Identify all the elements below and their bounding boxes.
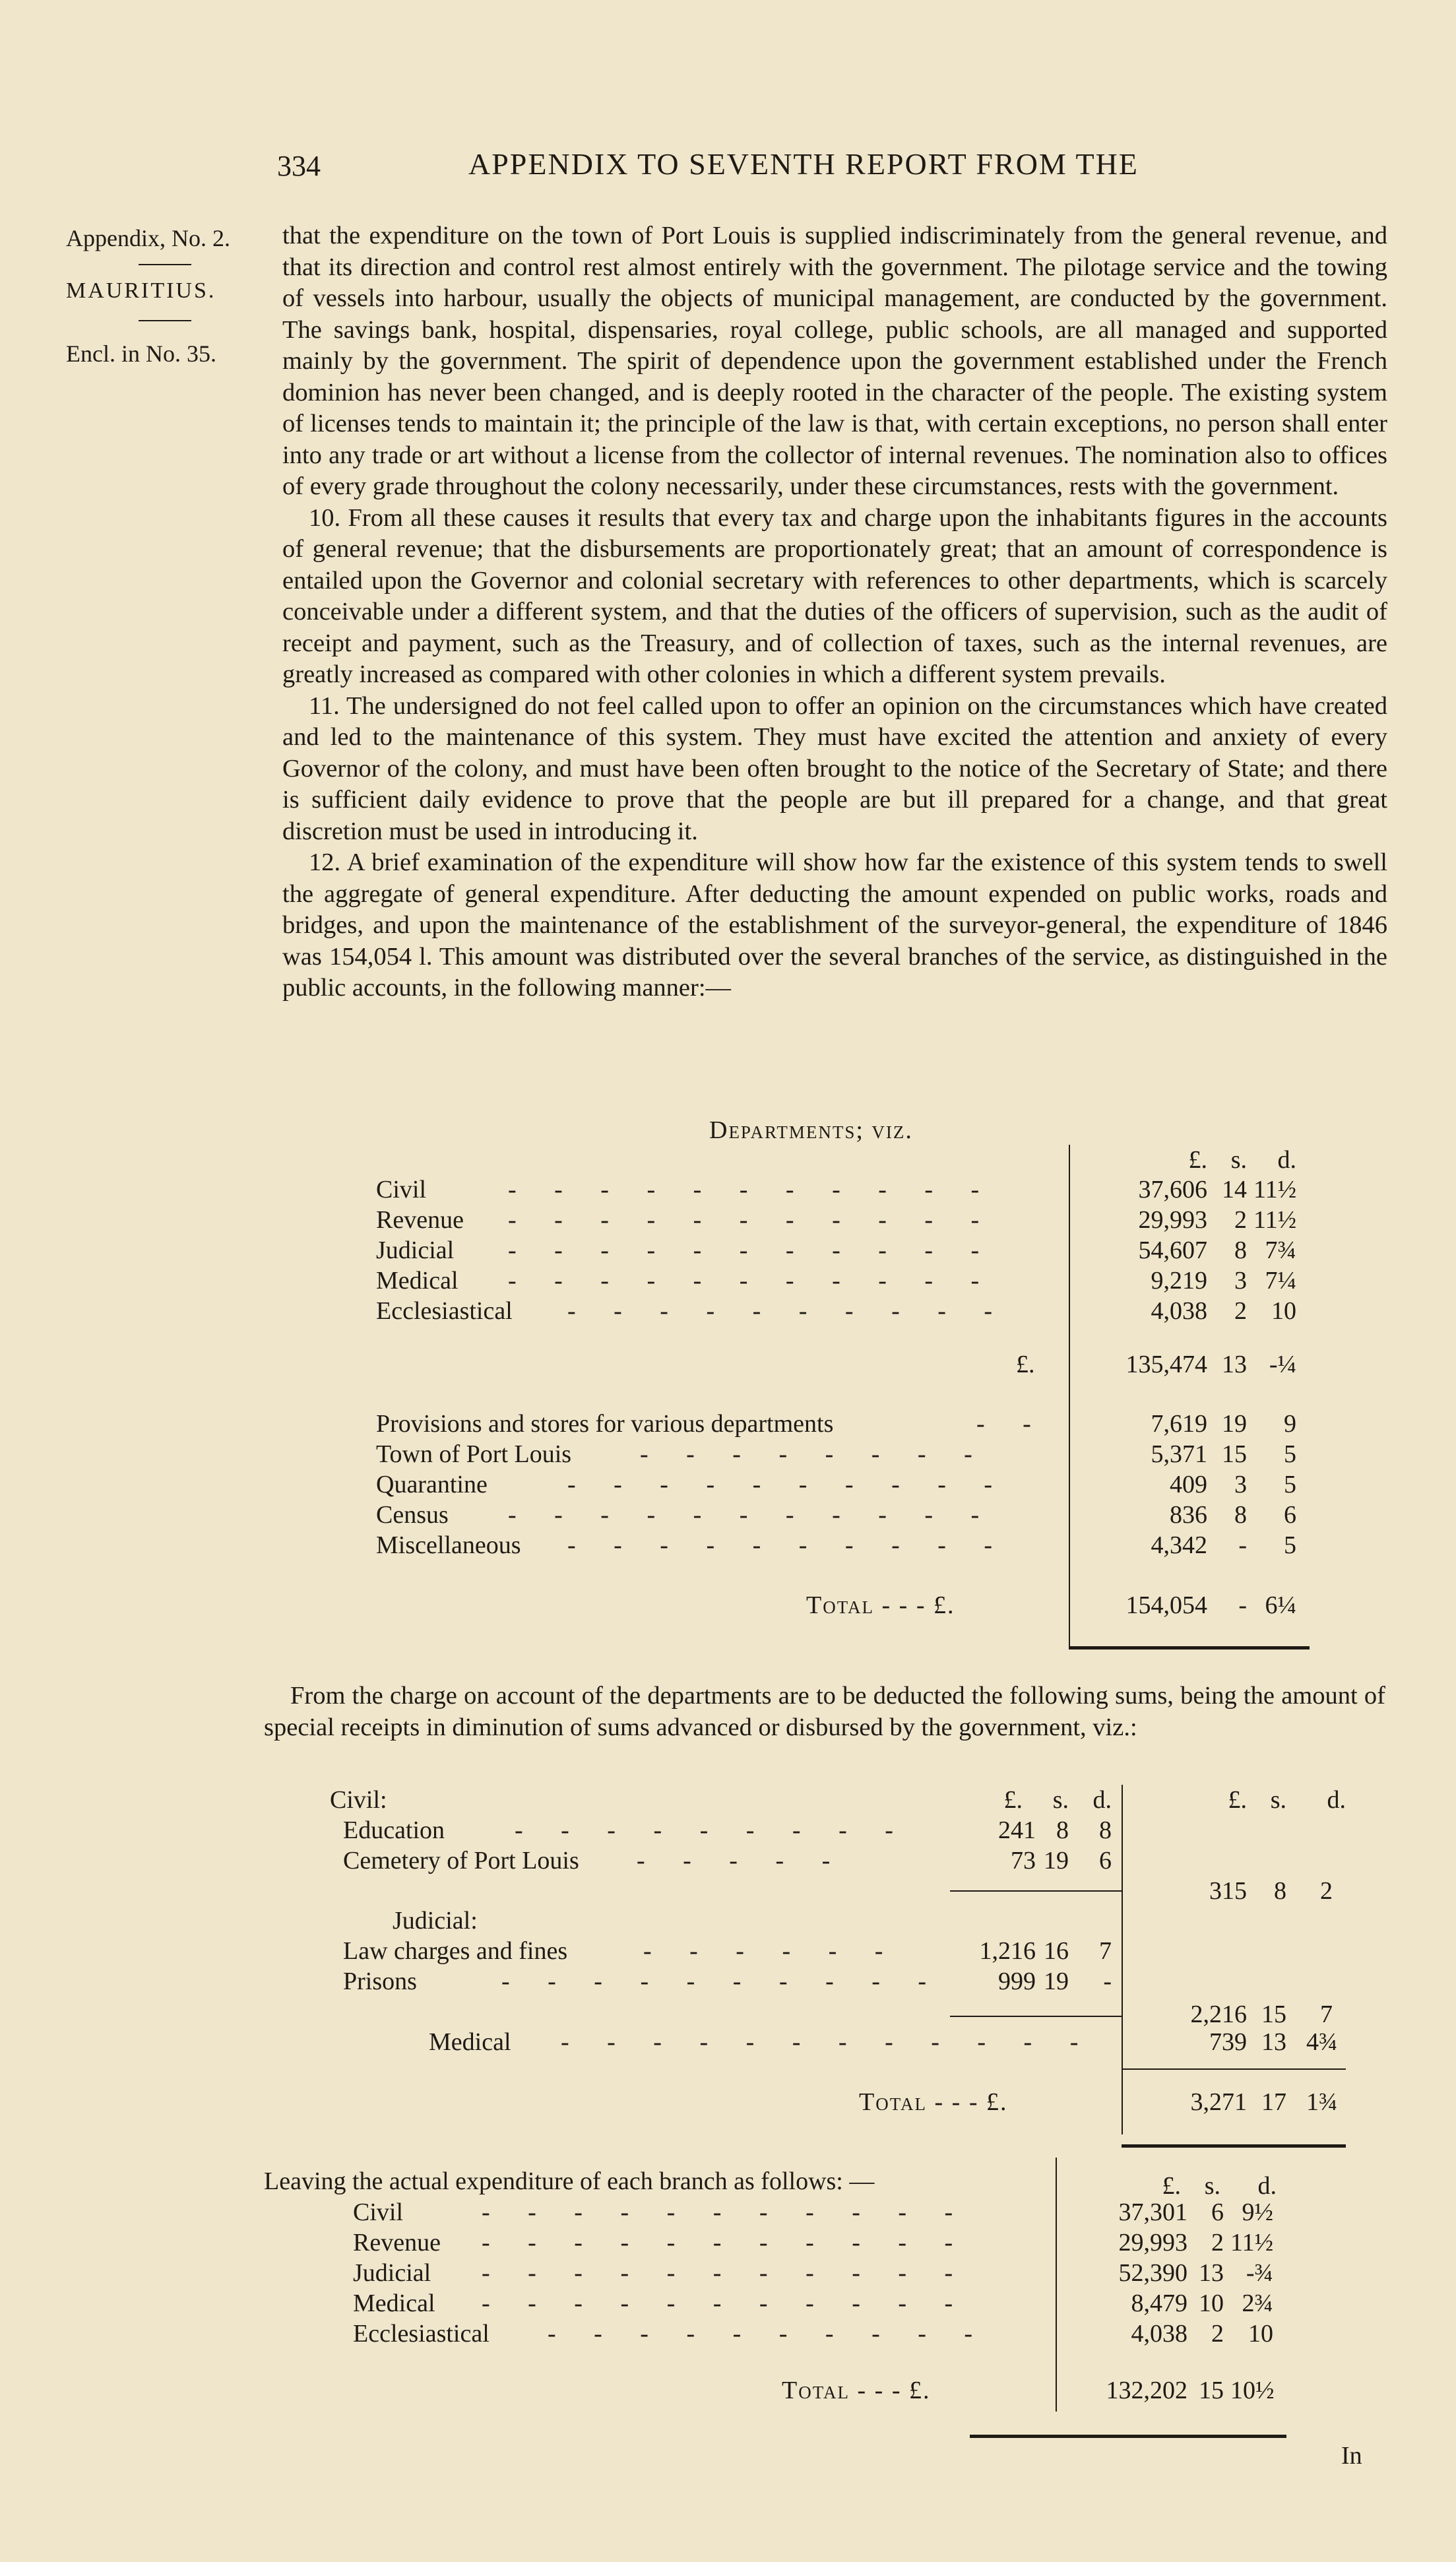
running-title: APPENDIX TO SEVENTH REPORT FROM THE — [468, 147, 1139, 181]
body-text — [282, 220, 1387, 1004]
column-rule — [1122, 1785, 1123, 2134]
table-intro: Leaving the actual expenditure of each branch as follows: — — [264, 2167, 875, 2195]
table-heading: Departments; viz. — [709, 1116, 913, 1144]
paragraph-12: 12. A brief examination of the expenditure will show how far the existence of this system tends to swell the aggregate of general expenditure. After deducting the amount expended on public works, roads and bridges, and upon the maintenance of the establishment of the surveyor-general, the expenditure of 1846 was 154,054 l. This amount was distributed over the several branches of the service, as distinguished in the public accounts, in the following manner:— — [282, 849, 1387, 1002]
sum-rule — [950, 1890, 1122, 1892]
catchword: In — [1341, 2442, 1362, 2470]
document-page: 334 APPENDIX TO SEVENTH REPORT FROM THE Appendix, No. 2. MAURITIUS. Encl. in No. 35. that the expenditure on the town of Port Louis is supplied indiscriminately from the general revenue, and that its direction and control rest almost entirely with the government. The pilotage service and the towing of vessels into harbour, usually the objects of municipal management, are conducted by the government. The savings bank, hospital, dispensaries, royal college, public schools, are all managed and supported mainly by the government. The spirit of dependence upon the government established under the French dominion has never been changed, and is deeply rooted in the character of the people. The existing system of licenses tends to maintain it; the principle of the law is that, with certain exceptions, no person shall enter into any trade or art without a license from the collector of internal revenues. The nomination also to offices of every grade throughout the colony necessarily, under these circumstances, rests with the government. 10. From all these causes it results that every tax and charge upon the inhabitants figures in the accounts of general revenue; that the disbursements are proportionately great; that an amount of correspondence is entailed upon the Governor and colonial secretary with references to other departments, which is scarcely conceivable under a different system, and that the duties of the officers of supervision, such as the audit of receipt and payment, such as the Treasury, and of collection of taxes, such as the internal revenues, are greatly increased as compared with other colonies in which a different system prevails. 11. The undersigned do not feel called upon to offer an opinion on the circumstances which have created and led to the maintenance of this system. They must have excited the attention and anxiety of every Governor of the colony, and must have been often brought to the notice of the Secretary of State; and there is sufficient daily evidence to prove that the people are but ill prepared for a change, and that great discretion must be used in introducing it. 12. A brief examination of the expenditure will show how far the existence of this system tends to swell the aggregate of general expenditure. After deducting the amount expended on public works, roads and bridges, and upon the maintenance of the establishment of the surveyor-general, the expenditure of 1846 was 154,054 l. This amount was distributed over the several branches of the service, as distinguished in the public accounts, in the following manner:— Departments; viz. £. s. d. Civil - - - - - - - - - - - 37,606 14 11½ Revenue - - - - - - - - - - - 29,993 2 11½ Judicial - - - - - - - - - - - 54,607 8 7¾ Medical - - - - - - - - - - - 9,219 3 7¼ Ecclesiastical - - - - - - - - - - 4,038 2 10 £. 135,474 13 -¼ Provisions and stores for various departments - - 7,619 19 9 Town of Port Louis - - - - - - - - 5,371 15 5 Quarantine - - - - - - - - - - 409 3 5 Census - - - - - - - - - - - 836 8 6 Miscellaneous - - - - - - - - - - 4,342 - 5 Total - - - £. 154,054 - 6¼ From the charge on account of the departments are to be deducted the following sums, being the amount of special receipts in diminution of sums advanced or disbursed by the government, viz.: Civil: £. s. d. £. s. d. Education - - - - - - - - - 241 8 8 Cemetery of Port Louis - - - - - 73 19 6 315 8 2 Judicial: Law charges and fines - - - - - - 1,216 16 7 Prisons - - - - - - - - - - 999 19 - 2,216 15 7 Medical - - - - - - - - - - - - 739 13 4¾ Total - - - £. 3,271 17 1¾ Leaving the actual expenditure of each branch as follows: — £. s. d. Civil - - - - - - - - - - - 37,301 6 9½ Revenue - - - - - - - - - - - 29,993 2 11½ Judicial - - - - - - - - - - - 52,390 13 -¾ Medical - - - - - - - - - - - 8,479 10 2¾ Ecclesiastical - - - - - - - - - - 4,038 2 10 Total - - - £. 132,202 15 10½ In — [66, 147, 1387, 2470]
table-bottom-rule — [970, 2435, 1286, 2438]
sum-rule — [950, 2016, 1122, 2017]
margin-country-note: MAURITIUS. — [66, 278, 216, 303]
deduction-intro: From the charge on account of the departments are to be deducted the following sums, being the amount of special receipts in diminution of sums advanced or disbursed by the government, viz.: — [264, 1682, 1385, 1741]
column-rule — [1056, 2158, 1057, 2412]
table-bottom-rule — [1069, 1646, 1310, 1649]
paragraph-continued: that the expenditure on the town of Port Louis is supplied indiscriminately from the general revenue, and that its direction and control rest almost entirely with the government. The pilotage service and the towing of vessels into harbour, usually the objects of municipal management, are conducted by the government. The savings bank, hospital, dispensaries, royal college, public schools, are all managed and supported mainly by the government. The spirit of dependence upon the government established under the French dominion has never been changed, and is deeply rooted in the character of the people. The existing system of licenses tends to maintain it; the principle of the law is that, with certain exceptions, no person shall enter into any trade or art without a license from the collector of internal revenues. The nomination also to offices of every grade throughout the colony necessarily, under these circumstances, rests with the government. — [282, 222, 1387, 500]
column-rule — [1069, 1145, 1070, 1646]
sum-rule — [1122, 2068, 1346, 2070]
margin-appendix-note: Appendix, No. 2. — [66, 225, 230, 251]
paragraph-10: 10. From all these causes it results that every tax and charge upon the inhabitants figures in the accounts of general revenue; that the disbursements are proportionately great; that an amount of correspondence is entailed upon the Governor and colonial secretary with references to other departments, which is scarcely conceivable under a different system, and that the duties of the officers of supervision, such as the audit of receipt and payment, such as the Treasury, and of collection of taxes, such as the internal revenues, are greatly increased as compared with other colonies in which a different system prevails. — [282, 503, 1387, 688]
table-bottom-rule — [1122, 2144, 1346, 2148]
margin-rule — [139, 320, 191, 321]
page-number: 334 — [277, 150, 321, 182]
margin-enclosure-note: Encl. in No. 35. — [66, 340, 216, 367]
paragraph-11: 11. The undersigned do not feel called upon to offer an opinion on the circumstances which have created and led to the maintenance of this system. They must have excited the attention and anxiety of every Governor of the colony, and must have been often brought to the notice of the Secretary of State; and there is sufficient daily evidence to prove that the people are but ill prepared for a change, and that great discretion must be used in introducing it. — [282, 691, 1387, 845]
margin-rule — [139, 264, 191, 265]
